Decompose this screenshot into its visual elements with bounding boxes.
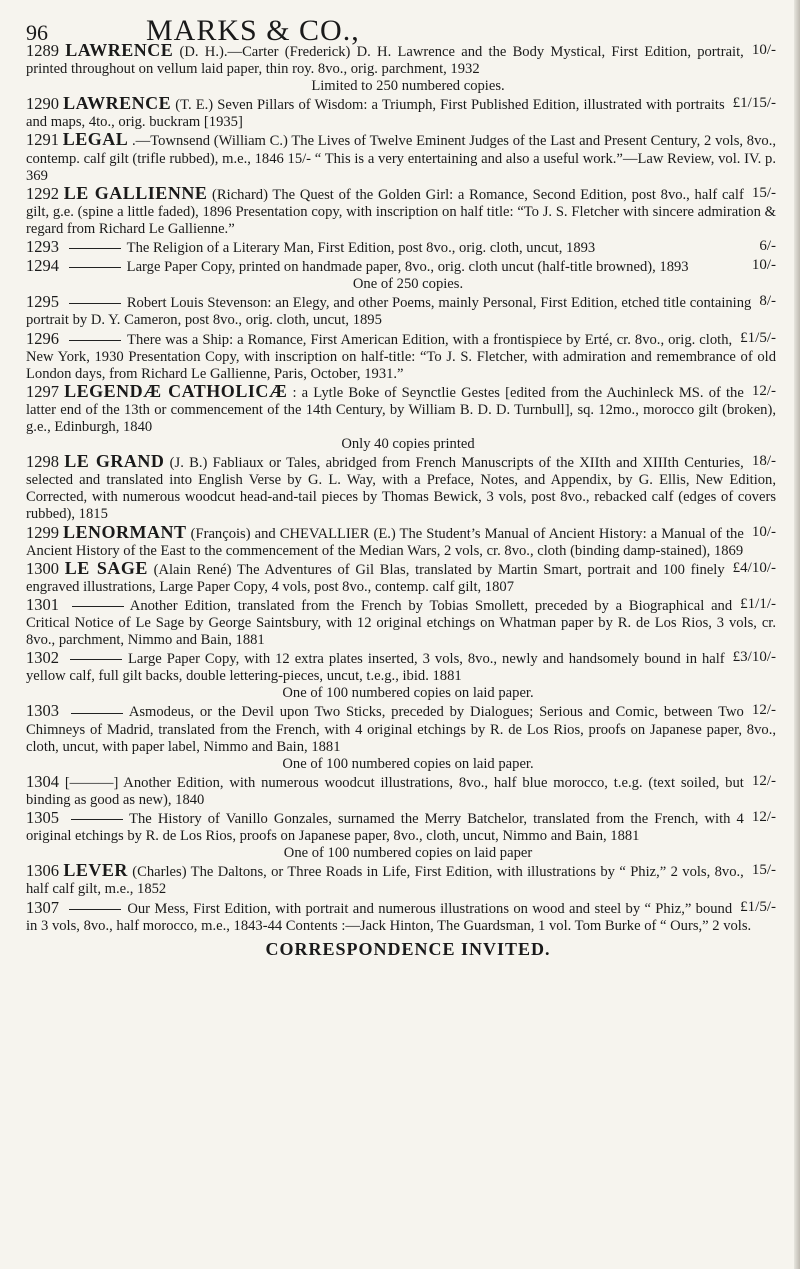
entry-text: (T. E.) Seven Pillars of Wisdom: a Triumph, First Published Edition, illustrated with portraits and maps, 4to., orig. buckram [1935] [26,97,725,131]
entry-number: 1302 [26,648,59,668]
entry-text: (J. B.) Fabliaux or Tales, abridged from French Manuscripts of the XIIth and XIIIth Centuries, selected and translated into English Verse by G. L. Way, with a Preface, Notes, and Appendix, by G. Ellis, New Edition, Corrected, with numerous woodcut head-and-tail pieces by Thomas Bewick, 3 vols, post 8vo., rebacked calf (edges of covers rubbed), 1815 [26,455,776,523]
entry-text: There was a Ship: a Romance, First American Edition, with a frontispiece by Erté, cr. 8vo., orig. cloth, New York, 1930 Presentation Copy, with inscription on half-title: “To J. S. Fletcher, with admiration and remembrance of old London days, from Richard Le Gallienne, Paris, October, 1931.” [26,331,776,382]
entry-heading: LENORMANT [63,521,187,542]
entry-number: 1293 [26,237,59,257]
entry-price: £3/10/- [732,649,776,666]
entry-price: 12/- [751,382,776,399]
entry-heading: LE SAGE [64,557,148,578]
catalogue-entry [26,257,790,276]
entry-text: The Religion of a Literary Man, First Edition, post 8vo., orig. cloth, uncut, 1893 [126,240,596,257]
entry-number: 1290 [26,94,59,114]
entry-price: 10/- [751,523,776,540]
entry-price: £1/5/- [740,898,776,915]
page-number: 96 [26,20,48,45]
entry-note: Only 40 copies printed [341,436,475,453]
entry-price: 15/- [751,862,776,879]
entry-number: 1291 [26,130,59,150]
ditto-rule [69,248,121,249]
entry-price: 8/- [759,293,776,310]
entry-number: 1305 [26,808,59,828]
entry-price: 18/- [751,453,776,470]
entry-price: 12/- [751,702,776,719]
entry-text: (D. H.).—Carter (Frederick) D. H. Lawrence and the Body Mystical, First Edition, portrait, printed throughout on vellum laid paper, thin roy. 8vo., orig. parchment, 1932 [26,44,744,78]
catalogue-entry [26,596,790,649]
catalogue-entry [26,330,790,383]
ditto-rule [69,303,121,304]
entry-number: 1289 [26,41,59,60]
catalogue-entry [26,899,790,935]
entry-number: 1306 [26,861,59,881]
entry-text: .—Townsend (William C.) The Lives of Twelve Eminent Judges of the Last and Present Century, 2 vols, 8vo., contemp. calf gilt (trifle rubbed), m.e., 1846 15/- “ This is a very entertaining and also a useful work.”—Law Review, vol. IV. p. 369 [26,133,776,184]
entry-heading: LEVER [63,860,128,881]
catalogue-entry [26,42,790,78]
entry-number: 1292 [26,183,59,203]
catalogue-entry [26,649,790,685]
entry-text: (François) and CHEVALLIER (E.) The Student’s Manual of Ancient History: a Manual of the Ancient History of the East to the commencement of the Median Wars, 2 vols, cr. 8vo., cloth (binding damp-stained), 1869 [26,525,744,559]
entry-heading: LEGAL [62,129,129,150]
entry-text: Large Paper Copy, printed on handmade paper, 8vo., orig. cloth uncut (half-title browned), 1893 [126,259,689,276]
entry-heading: LAWRENCE [63,93,172,114]
entry-price: 12/- [751,809,776,826]
entry-text: Asmodeus, or the Devil upon Two Sticks, preceded by Dialogues; Serious and Comic, between Two Chimneys of Madrid, translated from the French, with 4 original etchings by R. de Los Rios, proofs on Japanese paper, 8vo., cloth, uncut, with paper label, Nimmo and Bain, 1881 [26,704,776,755]
entry-number: 1303 [26,701,59,721]
catalogue-entry [26,380,790,436]
entry-number: 1295 [26,292,59,312]
entry-number: 1299 [26,522,59,542]
entry-note: One of 100 numbered copies on laid paper. [282,685,534,702]
entry-text: Our Mess, First Edition, with portrait and numerous illustrations on wood and steel by “ Phiz,” bound in 3 vols, 8vo., half morocco, m.e., 1843-44 Contents :—Jack Hinton, The Guardsman, 1 vol. Tom Burke of “ Ours,” 2 vols. [26,900,752,934]
entry-heading: LE GRAND [64,451,165,472]
ditto-rule [71,713,123,714]
ditto-rule [70,659,122,660]
entry-text: (Alain René) The Adventures of Gil Blas, translated by Martin Smart, portrait and 100 finely engraved illustrations, Large Paper Copy, 4 vols, post 8vo., contemp. calf gilt, 1807 [26,561,725,595]
ditto-rule [69,909,121,910]
entry-number: 1304 [26,771,59,791]
entry-number: 1296 [26,328,59,348]
entry-number: 1307 [26,897,59,917]
ditto-rule [69,340,121,341]
entry-text: (Charles) The Daltons, or Three Roads in Life, First Edition, with illustrations by “ Phiz,” 2 vols, 8vo., half calf gilt, m.e., 1852 [26,864,744,898]
catalogue-entry [26,293,790,329]
footer-notice: CORRESPONDENCE INVITED. [265,938,551,959]
catalogue-entry [26,557,790,596]
entry-price: £1/5/- [740,329,776,346]
ditto-rule [71,819,123,820]
page-header [26,14,790,47]
catalogue-entry [26,453,790,523]
entry-number: 1294 [26,256,59,276]
catalogue-entry [26,95,790,131]
ditto-rule [72,606,124,607]
running-head: MARKS & CO., [146,14,360,47]
entry-number: 1298 [26,452,59,472]
entry-note: One of 100 numbered copies on laid paper. [282,755,534,772]
catalogue-entry [26,238,790,257]
entry-heading: LEGENDÆ CATHOLICÆ [64,380,288,401]
catalogue-entry [26,862,790,898]
entry-text: Robert Louis Stevenson: an Elegy, and other Poems, mainly Personal, First Edition, etched title containing portrait by D. Y. Cameron, post 8vo., orig. cloth, uncut, 1895 [26,295,752,329]
entry-note: One of 100 numbered copies on laid paper [283,845,533,862]
entry-price: 6/- [759,238,776,255]
page-edge-shadow [794,0,800,1269]
entry-text: Another Edition, translated from the French by Tobias Smollett, preceded by a Biographical and Critical Notice of Le Sage by George Saintsbury, with 12 original etchings on Whatman paper by R. de Los Rios, 3 vols, cr. 8vo., parchment, Nimmo and Bain, 1881 [26,597,776,649]
entry-price: £1/15/- [732,95,776,112]
entry-list [26,42,790,935]
catalogue-entry [26,131,790,184]
entry-note: One of 250 copies. [352,276,464,293]
entry-number: 1300 [26,558,59,578]
entry-text: The History of Vanillo Gonzales, surnamed the Merry Batchelor, translated from the French, with 4 original etchings by R. de Los Rios, proofs on Japanese paper, 8vo., cloth, uncut, Nimmo and Bain, 1881 [26,811,744,845]
entry-number: 1301 [26,594,59,614]
catalogue-entry [26,182,790,238]
ditto-rule [69,267,121,268]
catalogue-entry [26,702,790,755]
entry-price: 12/- [751,772,776,789]
catalogue-entry [26,809,790,845]
entry-text: (Richard) The Quest of the Golden Girl: a Romance, Second Edition, post 8vo., half calf gilt, g.e. (spine a little faded), 1896 Presentation copy, with inscription on half title: “To J. S. Fletcher with sincere admiration & regard from Richard Le Gallienne.” [26,186,776,237]
entry-note: Limited to 250 numbered copies. [311,78,505,95]
entry-number: 1297 [26,381,59,401]
entry-heading: LAWRENCE [65,40,174,60]
catalogue-entry [26,521,790,560]
entry-text: : a Lytle Boke of Seynctlie Gestes [edited from the Auchinleck MS. of the latter end of the 13th or commencement of the 14th Century, by William B. D. D. Turnbull], sq. 12mo., morocco gilt (broken), g.e., Edinburgh, 1840 [26,384,776,435]
entry-price: £4/10/- [732,559,776,576]
entry-text: [———] Another Edition, with numerous woodcut illustrations, 8vo., half blue morocco, t.e.g. (text soiled, but binding as good as new), 1840 [26,774,744,808]
entry-price: 10/- [751,42,776,58]
entry-price: £1/1/- [740,595,776,612]
entry-price: 10/- [751,257,776,274]
catalogue-entry [26,773,790,809]
entry-text: Large Paper Copy, with 12 extra plates inserted, 3 vols, 8vo., newly and handsomely bound in half yellow calf, full gilt backs, double lettering-pieces, uncut, t.e.g., ibid. 1881 [26,651,725,685]
entry-heading: LE GALLIENNE [63,182,208,203]
entry-price: 15/- [751,184,776,201]
